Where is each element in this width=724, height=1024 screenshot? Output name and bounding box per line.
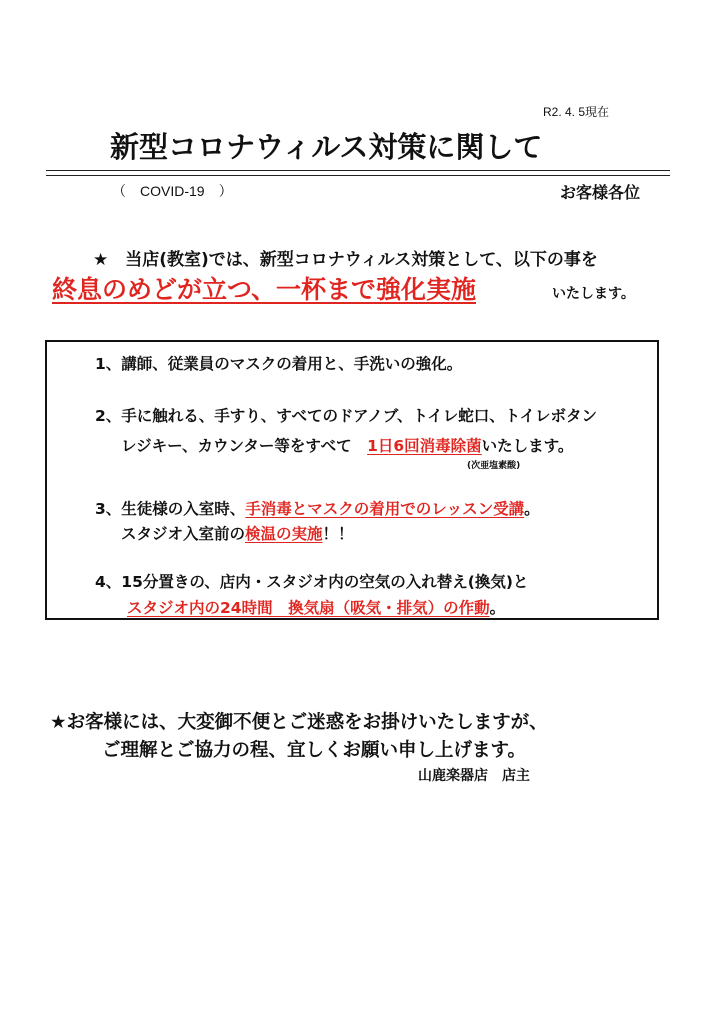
measure-item-2-highlight: 1日6回消毒除菌 xyxy=(367,437,482,455)
recipients: お客様各位 xyxy=(560,183,641,202)
measure-item-2-text: レジキー、カウンター等をすべて xyxy=(121,437,368,455)
measure-item-3-text: 3、生徒様の入室時、 xyxy=(95,500,246,518)
title-rule-top xyxy=(46,170,670,171)
signature: 山鹿楽器店 店主 xyxy=(418,768,530,784)
title-rule-bottom xyxy=(46,175,670,176)
closing-line-2: ご理解とご協力の程、宜しくお願い申し上げます。 xyxy=(102,740,527,761)
measure-item-4-tail: 。 xyxy=(489,599,506,617)
measure-item-3-tail-2: ！！ xyxy=(322,525,354,543)
measure-item-1: 1、講師、従業員のマスクの着用と、手洗いの強化。 xyxy=(95,355,463,373)
measure-item-3-line-2 xyxy=(121,522,354,544)
measure-item-4-line-1: 4、15分置きの、店内・スタジオ内の空気の入れ替え(換気)と xyxy=(95,573,529,591)
measure-item-2-tail: いたします。 xyxy=(481,437,574,455)
measure-item-3-tail: 。 xyxy=(524,500,540,518)
date-stamp: R2. 4. 5現在 xyxy=(543,105,610,119)
intro-line-2-emphasis: 終息のめどが立つ、一杯まで強化実施 xyxy=(52,275,477,304)
intro-line-2-tail: いたします。 xyxy=(552,286,635,302)
measures-box xyxy=(45,340,659,620)
measure-item-3-text-2: スタジオ入室前の xyxy=(121,525,246,543)
measure-item-4-highlight: スタジオ内の24時間 換気扇（吸気・排気）の作動 xyxy=(127,599,490,617)
measure-item-3-line-1 xyxy=(95,497,540,519)
measure-item-2-line-1: 2、手に触れる、手すり、すべてのドアノブ、トイレ蛇口、トイレボタン xyxy=(95,407,597,425)
measure-item-4-line-2 xyxy=(127,596,505,618)
measure-item-2-note: (次亜塩素酸) xyxy=(467,461,521,471)
covid-label: （ COVID-19 ） xyxy=(112,183,233,199)
closing-line-1: ★お客様には、大変御不便とご迷惑をお掛けいたしますが、 xyxy=(50,712,548,733)
measure-item-2-line-2 xyxy=(121,434,573,456)
page-title: 新型コロナウィルス対策に関して xyxy=(110,130,543,164)
intro-line-1: ★ 当店(教室)では、新型コロナウィルス対策として、以下の事を xyxy=(93,250,598,270)
measure-item-3-highlight: 手消毒とマスクの着用でのレッスン受講 xyxy=(245,500,525,518)
measure-item-3-highlight-2: 検温の実施 xyxy=(245,525,323,543)
